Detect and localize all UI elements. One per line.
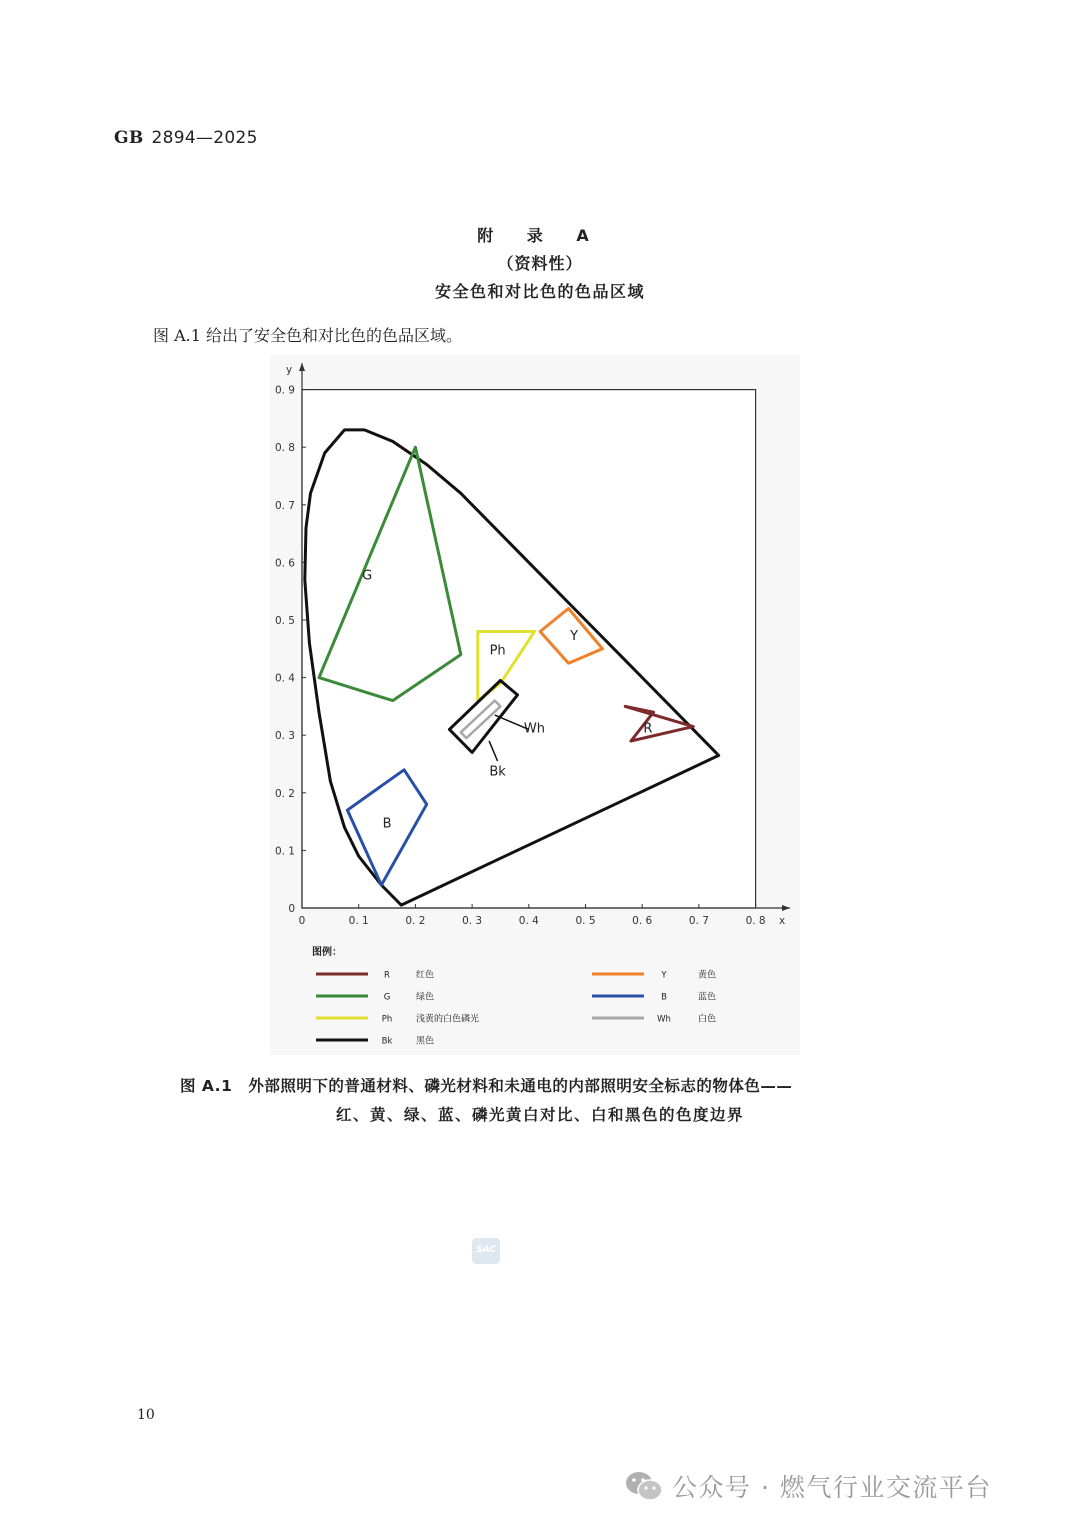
standard-number: 2894—2025 (151, 128, 258, 148)
legend-code-g: G (383, 992, 391, 1003)
x-tick-label: 0. 3 (462, 915, 483, 927)
region-label-ph: Ph (489, 643, 506, 659)
y-tick-label: 0. 7 (274, 499, 295, 512)
legend-name-y: 黄色 (698, 970, 717, 981)
appendix-title: 附 录 A (477, 226, 603, 245)
standard-prefix: GB (114, 128, 144, 148)
footer-brand-text: 公众号 · 燃气行业交流平台 (672, 1473, 992, 1502)
figure-caption-line1: 图 A.1 外部照明下的普通材料、磷光材料和未通电的内部照明安全标志的物体色—— (180, 1077, 793, 1095)
page-number: 10 (137, 1407, 155, 1423)
x-axis-arrow (782, 905, 790, 911)
appendix-subtitle: （资料性） (497, 254, 583, 273)
x-tick-label: 0. 8 (745, 915, 766, 927)
legend-title: 图例： (312, 947, 342, 958)
x-tick-label: 0 (298, 915, 306, 927)
y-tick-label: 0. 5 (274, 615, 295, 627)
x-tick-label: 0. 6 (632, 915, 653, 927)
y-tick-label: 0. 9 (274, 384, 295, 397)
y-tick-label: 0 (288, 903, 295, 915)
x-tick-label: 0. 1 (348, 915, 369, 927)
chromaticity-figure (270, 355, 800, 1055)
figure-caption-line2: 红、黄、绿、蓝、磷光黄白对比、白和黑色的色度边界 (335, 1106, 744, 1124)
legend-name-ph: 浅黄的白色磷光 (416, 1014, 480, 1025)
footer-brand (624, 1467, 992, 1505)
appendix-heading: 安全色和对比色的色品区域 (434, 282, 645, 301)
y-axis-label: y (286, 364, 293, 376)
wechat-icon (624, 1469, 664, 1503)
intro-paragraph: 图 A.1 给出了安全色和对比色的色品区域。 (153, 326, 462, 345)
legend-code-b: B (661, 992, 667, 1003)
y-tick-label: 0. 8 (274, 442, 295, 455)
region-label-bk: Bk (489, 764, 506, 780)
region-label-y: Y (570, 629, 579, 645)
x-tick-label: 0. 5 (575, 915, 596, 927)
sac-watermark-logo (472, 1238, 500, 1264)
x-tick-label: 0. 2 (405, 915, 426, 927)
region-label-g: G (362, 568, 373, 584)
legend-name-b: 蓝色 (698, 992, 717, 1003)
y-axis-arrow (299, 363, 305, 371)
legend-code-y: Y (661, 970, 667, 981)
legend-name-wh: 白色 (698, 1014, 717, 1025)
legend-code-wh: Wh (657, 1014, 671, 1025)
legend-code-r: R (384, 970, 390, 981)
y-tick-label: 0. 6 (274, 557, 295, 570)
legend-name-g: 绿色 (416, 992, 435, 1003)
standard-header (114, 128, 258, 148)
region-label-wh: Wh (523, 721, 546, 737)
legend-code-bk: Bk (381, 1036, 393, 1047)
region-label-b: B (382, 816, 392, 832)
legend-name-bk: 黑色 (416, 1036, 435, 1047)
x-tick-label: 0. 4 (518, 915, 539, 927)
legend-name-r: 红色 (416, 970, 435, 981)
y-tick-label: 0. 4 (274, 672, 295, 685)
legend-code-ph: Ph (381, 1014, 393, 1025)
x-tick-label: 0. 7 (688, 915, 709, 927)
plot-frame (302, 390, 756, 908)
y-tick-label: 0. 1 (274, 845, 295, 858)
region-label-r: R (643, 721, 653, 737)
sac-logo-text: SAC (476, 1245, 496, 1255)
y-tick-label: 0. 2 (274, 787, 295, 800)
y-tick-label: 0. 3 (274, 730, 295, 743)
chromaticity-chart (270, 355, 800, 1055)
x-axis-label: x (779, 915, 786, 927)
